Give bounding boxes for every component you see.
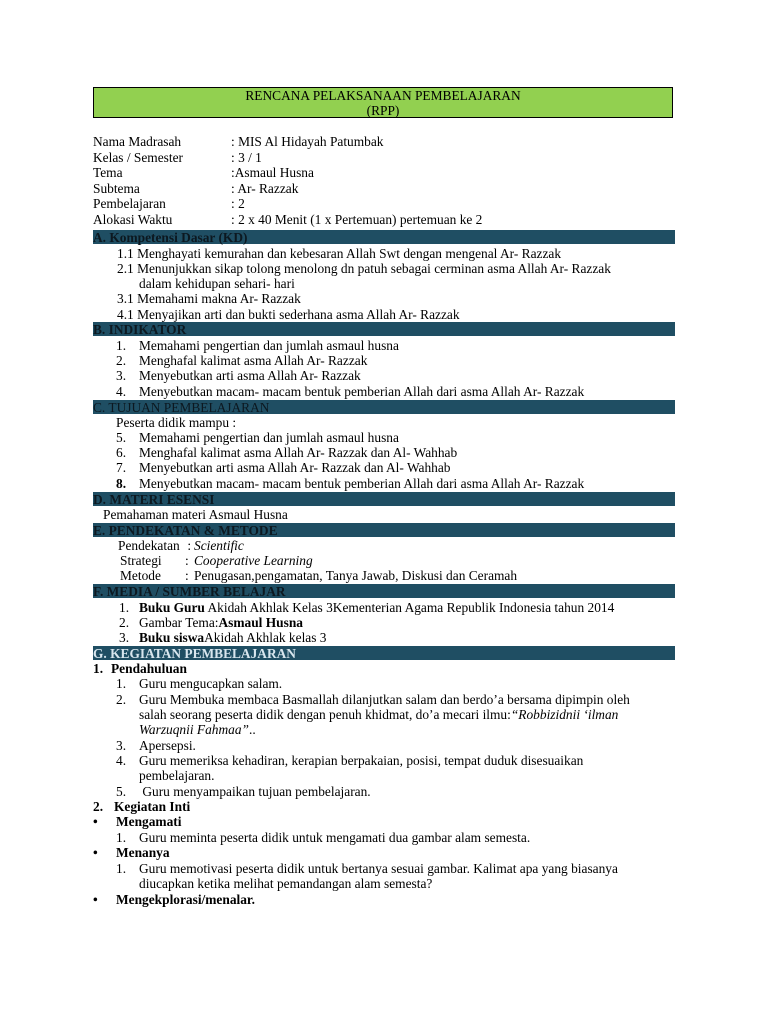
media-item	[139, 630, 327, 645]
kd-item: 3.1 Memahami makna Ar- Razzak	[117, 291, 301, 306]
media-text: Akidah Akhlak kelas 3	[204, 630, 327, 645]
tujuan-item: Menyebutkan macam- macam bentuk pemberian Allah dari asma Allah Ar- Razzak	[139, 476, 585, 491]
tujuan-item: Memahami pengertian dan jumlah asmaul husna	[139, 430, 399, 445]
pendahuluan-num: 5.	[116, 784, 127, 799]
identity-label: Tema	[93, 165, 123, 180]
identity-label: Kelas / Semester	[93, 150, 183, 165]
media-text: Gambar Tema:	[139, 615, 219, 630]
pendahuluan-num: 4.	[116, 753, 127, 768]
metode-value: Scientific	[194, 538, 244, 553]
title-box	[93, 87, 673, 118]
doa-italic: Warzuqnii Fahmaa”	[139, 722, 249, 737]
pendahuluan-item: Guru mengucapkan salam.	[139, 676, 283, 691]
indikator-item: Menyebutkan macam- macam bentuk pemberian Allah dari asma Allah Ar- Razzak	[139, 384, 585, 399]
media-num: 2.	[119, 615, 130, 630]
identity-label: Alokasi Waktu	[93, 212, 173, 227]
indikator-num: 4.	[116, 384, 127, 399]
identity-label: Subtema	[93, 181, 140, 196]
identity-label: Pembelajaran	[93, 196, 166, 211]
media-item	[139, 600, 614, 615]
bullet-icon: •	[93, 814, 98, 829]
pendahuluan-item-continuation	[139, 707, 618, 722]
bullet-icon: •	[93, 892, 98, 907]
media-text: Akidah Akhlak Kelas 3Kementerian Agama Republik Indonesia tahun 2014	[204, 600, 615, 615]
section-f-heading: F. MEDIA / SUMBER BELAJAR	[93, 584, 286, 599]
metode-sep: :	[185, 568, 193, 583]
pendahuluan-text: ..	[249, 722, 256, 737]
section-b-bar-extend	[201, 322, 675, 336]
kd-item: 2.1 Menunjukkan sikap tolong menolong dn patuh sebagai cerminan asma Allah Ar- Razzak	[117, 261, 611, 276]
indikator-num: 2.	[116, 353, 127, 368]
section-a-heading: A. Kompetensi Dasar (KD)	[93, 230, 248, 245]
metode-value: Penugasan,pengamatan, Tanya Jawab, Diskusi dan Ceramah	[194, 568, 518, 583]
inti-title: Menanya	[116, 845, 170, 860]
metode-value: Cooperative Learning	[194, 553, 313, 568]
media-item	[139, 615, 303, 630]
pendahuluan-item: Apersepsi.	[139, 738, 196, 753]
doa-italic: “Robbizidnii ‘ilman	[510, 707, 619, 722]
tujuan-num: 7.	[116, 460, 127, 475]
indikator-num: 1.	[116, 338, 127, 353]
media-num: 3.	[119, 630, 130, 645]
indikator-item: Memahami pengertian dan jumlah asmaul husna	[139, 338, 399, 353]
metode-sep: :	[185, 553, 193, 568]
indikator-item: Menghafal kalimat asma Allah Ar- Razzak	[139, 353, 368, 368]
indikator-item: Menyebutkan arti asma Allah Ar- Razzak	[139, 368, 361, 383]
title-line-1: RENCANA PELAKSANAAN PEMBELAJARAN	[245, 88, 521, 103]
pendahuluan-item: Guru memeriksa kehadiran, kerapian berpakaian, posisi, tempat duduk disesuaikan	[139, 753, 584, 768]
section-d-heading: D. MATERI ESENSI	[93, 492, 215, 507]
media-bold: Buku Guru	[139, 600, 205, 615]
identity-value: : 2 x 40 Menit (1 x Pertemuan) pertemuan ke 2	[231, 212, 483, 227]
indikator-num: 3.	[116, 368, 127, 383]
section-e-heading: E. PENDEKATAN & METODE	[93, 523, 278, 538]
identity-value: : Ar- Razzak	[231, 181, 299, 196]
metode-sep: :	[184, 538, 195, 553]
pendahuluan-num: 2.	[116, 692, 127, 707]
media-bold: Asmaul Husna	[218, 615, 303, 630]
metode-label: Pendekatan	[118, 538, 180, 553]
tujuan-num: 5.	[116, 430, 127, 445]
media-num: 1.	[119, 600, 130, 615]
inti-title: Mengamati	[116, 814, 182, 829]
tujuan-num: 8.	[116, 476, 127, 491]
pendahuluan-item-continuation: pembelajaran.	[139, 768, 215, 783]
kd-item: 1.1 Menghayati kemurahan dan kebesaran Allah Swt dengan mengenal Ar- Razzak	[117, 246, 562, 261]
identity-value: : 2	[231, 196, 245, 211]
media-bold: Buku siswa	[139, 630, 205, 645]
tujuan-item: Menyebutkan arti asma Allah Ar- Razzak dan Al- Wahhab	[139, 460, 451, 475]
section-g-heading: G. KEGIATAN PEMBELAJARAN	[93, 646, 296, 661]
inti-item: Guru meminta peserta didik untuk mengamati dua gambar alam semesta.	[139, 830, 531, 845]
sub-title: Pendahuluan	[111, 661, 187, 676]
identity-value: : 3 / 1	[231, 150, 262, 165]
inti-title: Mengekplorasi/menalar.	[116, 892, 255, 907]
identity-value: :Asmaul Husna	[231, 165, 314, 180]
tujuan-num: 6.	[116, 445, 127, 460]
tujuan-intro: Peserta didik mampu :	[116, 415, 237, 430]
inti-item-continuation: diucapkan ketika melihat pemandangan alam semesta?	[139, 876, 433, 891]
pendahuluan-text: salah seorang peserta didik dengan penuh khidmat, do’a mecari ilmu:	[139, 707, 511, 722]
sub-num: 2.	[93, 799, 104, 814]
identity-value: : MIS Al Hidayah Patumbak	[231, 134, 384, 149]
metode-label: Strategi	[120, 553, 162, 568]
identity-label: Nama Madrasah	[93, 134, 182, 149]
section-b-heading: B. INDIKATOR	[93, 322, 187, 337]
bullet-icon: •	[93, 845, 98, 860]
pendahuluan-num: 3.	[116, 738, 127, 753]
metode-label: Metode	[120, 568, 161, 583]
kd-item-continuation: dalam kehidupan sehari- hari	[139, 276, 295, 291]
inti-num: 1.	[116, 830, 127, 845]
pendahuluan-item-continuation	[139, 722, 256, 737]
kd-item: 4.1 Menyajikan arti dan bukti sederhana asma Allah Ar- Razzak	[117, 307, 460, 322]
pendahuluan-num: 1.	[116, 676, 127, 691]
sub-num: 1.	[93, 661, 104, 676]
materi-text: Pemahaman materi Asmaul Husna	[103, 507, 288, 522]
pendahuluan-item: Guru menyampaikan tujuan pembelajaran.	[139, 784, 371, 799]
title-line-2: (RPP)	[366, 103, 400, 118]
tujuan-item: Menghafal kalimat asma Allah Ar- Razzak dan Al- Wahhab	[139, 445, 458, 460]
inti-item: Guru memotivasi peserta didik untuk bertanya sesuai gambar. Kalimat apa yang biasanya	[139, 861, 618, 876]
pendahuluan-item: Guru Membuka membaca Basmallah dilanjutkan salam dan berdo’a bersama dipimpin oleh	[139, 692, 630, 707]
sub-title: Kegiatan Inti	[114, 799, 191, 814]
section-c-heading: C. TUJUAN PEMBELAJARAN	[93, 400, 270, 415]
inti-num: 1.	[116, 861, 127, 876]
